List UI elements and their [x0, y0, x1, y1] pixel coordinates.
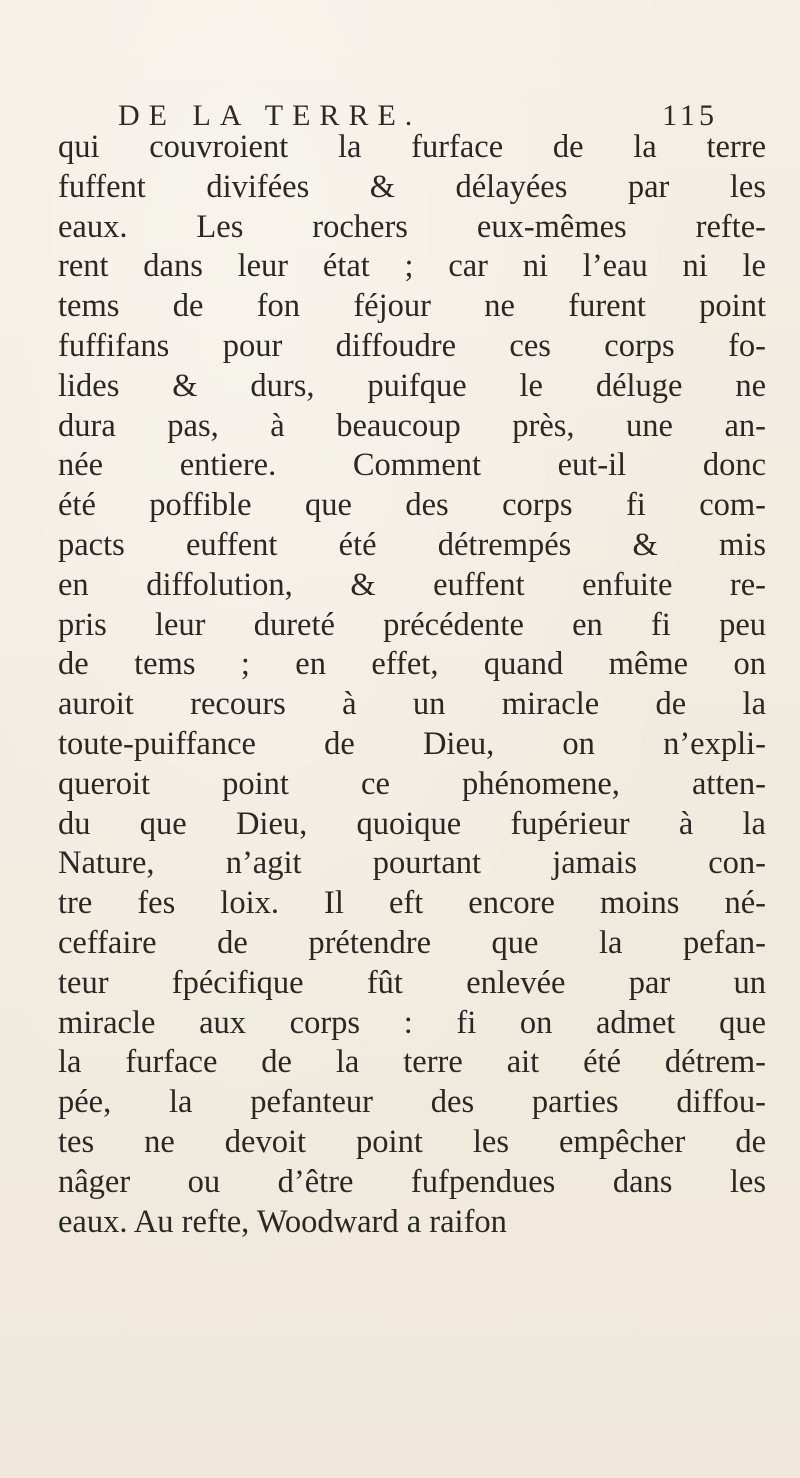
text-line: pacts euffent été détrempés & mis — [58, 526, 766, 563]
text-line: eaux. Les rochers eux-mêmes refte- — [58, 208, 766, 245]
text-line: tre fes loix. Il eft encore moins né- — [58, 885, 766, 922]
page-number: 115 — [662, 99, 718, 132]
text-line: dura pas, à beaucoup près, une an- — [58, 407, 766, 444]
running-head: DE LA TERRE. — [118, 99, 422, 132]
text-line: du que Dieu, quoique fupérieur à la — [58, 805, 766, 842]
text-line: fuffent divifées & délayées par les — [58, 168, 766, 205]
text-line: pris leur dureté précédente en fi peu — [58, 606, 766, 643]
text-line: fuffifans pour diffoudre ces corps fo- — [58, 327, 766, 364]
text-line: en diffolution, & euffent enfuite re- — [58, 566, 766, 603]
text-line: queroit point ce phénomene, atten- — [58, 765, 766, 802]
text-line: eaux. Au refte, Woodward a raifon — [58, 1203, 507, 1240]
text-line: tems de fon féjour ne furent point — [58, 288, 766, 325]
text-line: tes ne devoit point les empêcher de — [58, 1123, 766, 1160]
text-line: de tems ; en effet, quand même on — [58, 646, 766, 683]
text-line: née entiere. Comment eut-il donc — [58, 447, 766, 484]
text-line: qui couvroient la furface de la terre — [58, 129, 766, 165]
body-text — [58, 128, 766, 1242]
text-line: pée, la pefanteur des parties diffou- — [58, 1084, 766, 1121]
text-line: auroit recours à un miracle de la — [58, 686, 766, 723]
text-line: rent dans leur état ; car ni l’eau ni le — [58, 248, 766, 285]
text-line: nâger ou d’être fufpendues dans les — [58, 1163, 766, 1200]
text-line: ceffaire de prétendre que la pefan- — [58, 924, 766, 961]
text-line: la furface de la terre ait été détrem- — [58, 1044, 766, 1081]
text-line: toute-puiffance de Dieu, on n’expli- — [58, 725, 766, 762]
text-line: miracle aux corps : fi on admet que — [58, 1004, 766, 1041]
text-line: teur fpécifique fût enlevée par un — [58, 964, 766, 1001]
text-line: lides & durs, puifque le déluge ne — [58, 367, 766, 404]
text-line: Nature, n’agit pourtant jamais con- — [58, 845, 766, 882]
text-line: été poffible que des corps fi com- — [58, 487, 766, 524]
